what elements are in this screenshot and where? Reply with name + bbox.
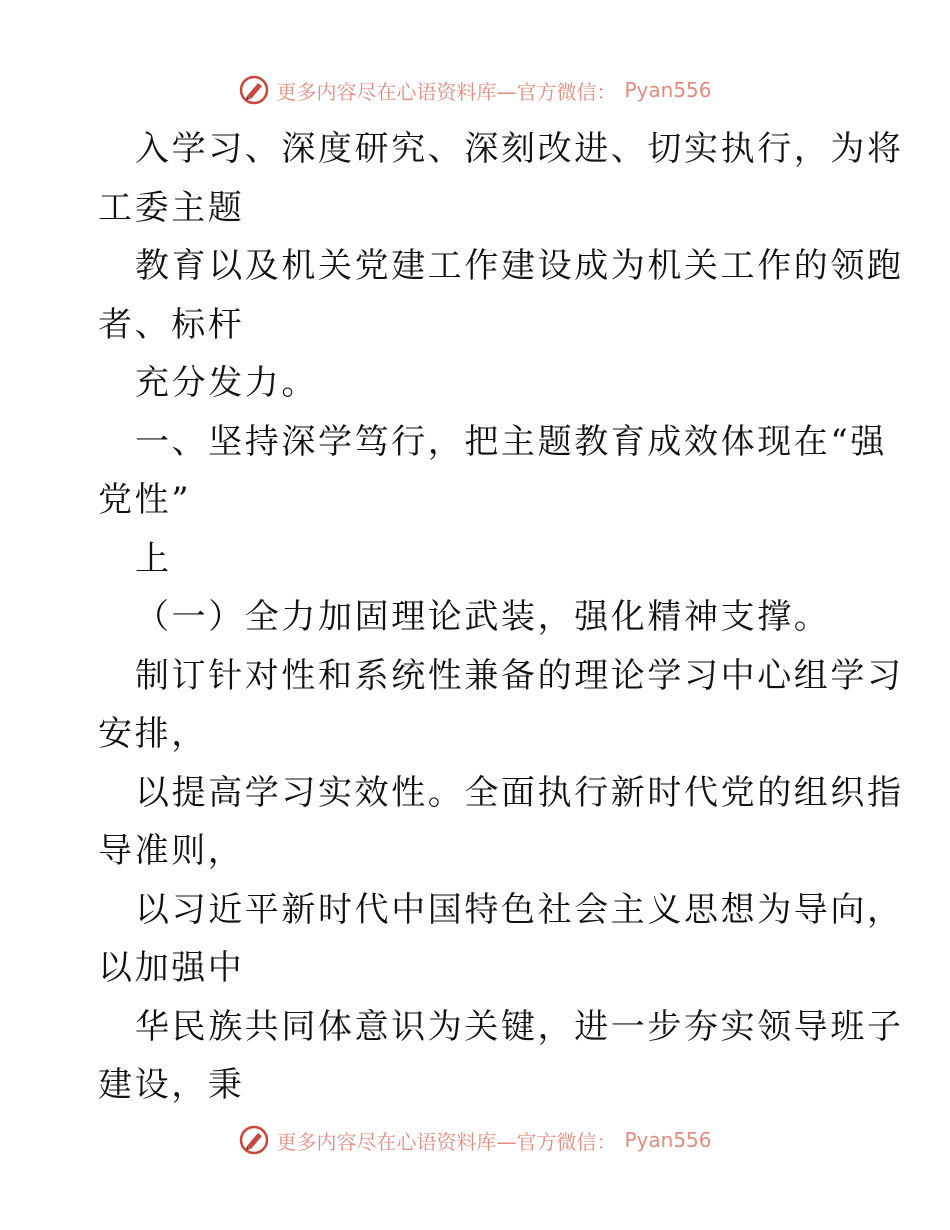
watermark-wechat-id: Pyan556 [624,78,712,102]
section-heading: 党性” [98,480,192,520]
watermark-text: 更多内容尽在心语资料库—官方微信： [276,1129,617,1154]
body-line: 以习近平新时代中国特色社会主义思想为导向， [135,889,904,930]
subsection-heading: （一）全力加固理论武装，强化精神支撑。 [135,597,831,637]
pen-logo-icon [238,1124,270,1156]
section-heading: 一、坚持深学笃行，把主题教育成效体现在“强 [135,421,887,462]
body-line: 导准则， [98,831,245,871]
pen-logo-icon [238,74,270,106]
body-line: 制订针对性和系统性兼备的理论学习中心组学习 [135,655,904,696]
body-line: 华民族共同体意识为关键，进一步夯实领导班子 [135,1006,904,1047]
body-line: 工委主题 [98,187,245,228]
footer-watermark [0,1120,950,1160]
body-line: 充分发力。 [135,363,318,403]
body-line: 以提高学习实效性。全面执行新时代党的组织指 [135,772,904,813]
body-line: 建设，秉 [98,1065,245,1105]
header-watermark [0,70,950,110]
body-line: 者、标杆 [98,304,245,345]
body-line: 安排， [98,714,208,754]
body-line: 教育以及机关党建工作建设成为机关工作的领跑 [135,246,904,286]
watermark-text: 更多内容尽在心语资料库—官方微信： [276,79,617,104]
body-line: 入学习、深度研究、深刻改进、切实执行，为将 [135,129,904,169]
watermark-wechat-id: Pyan556 [624,1128,712,1152]
document-body [98,120,904,1115]
body-line: 以加强中 [98,948,245,988]
section-heading: 上 [135,538,172,579]
